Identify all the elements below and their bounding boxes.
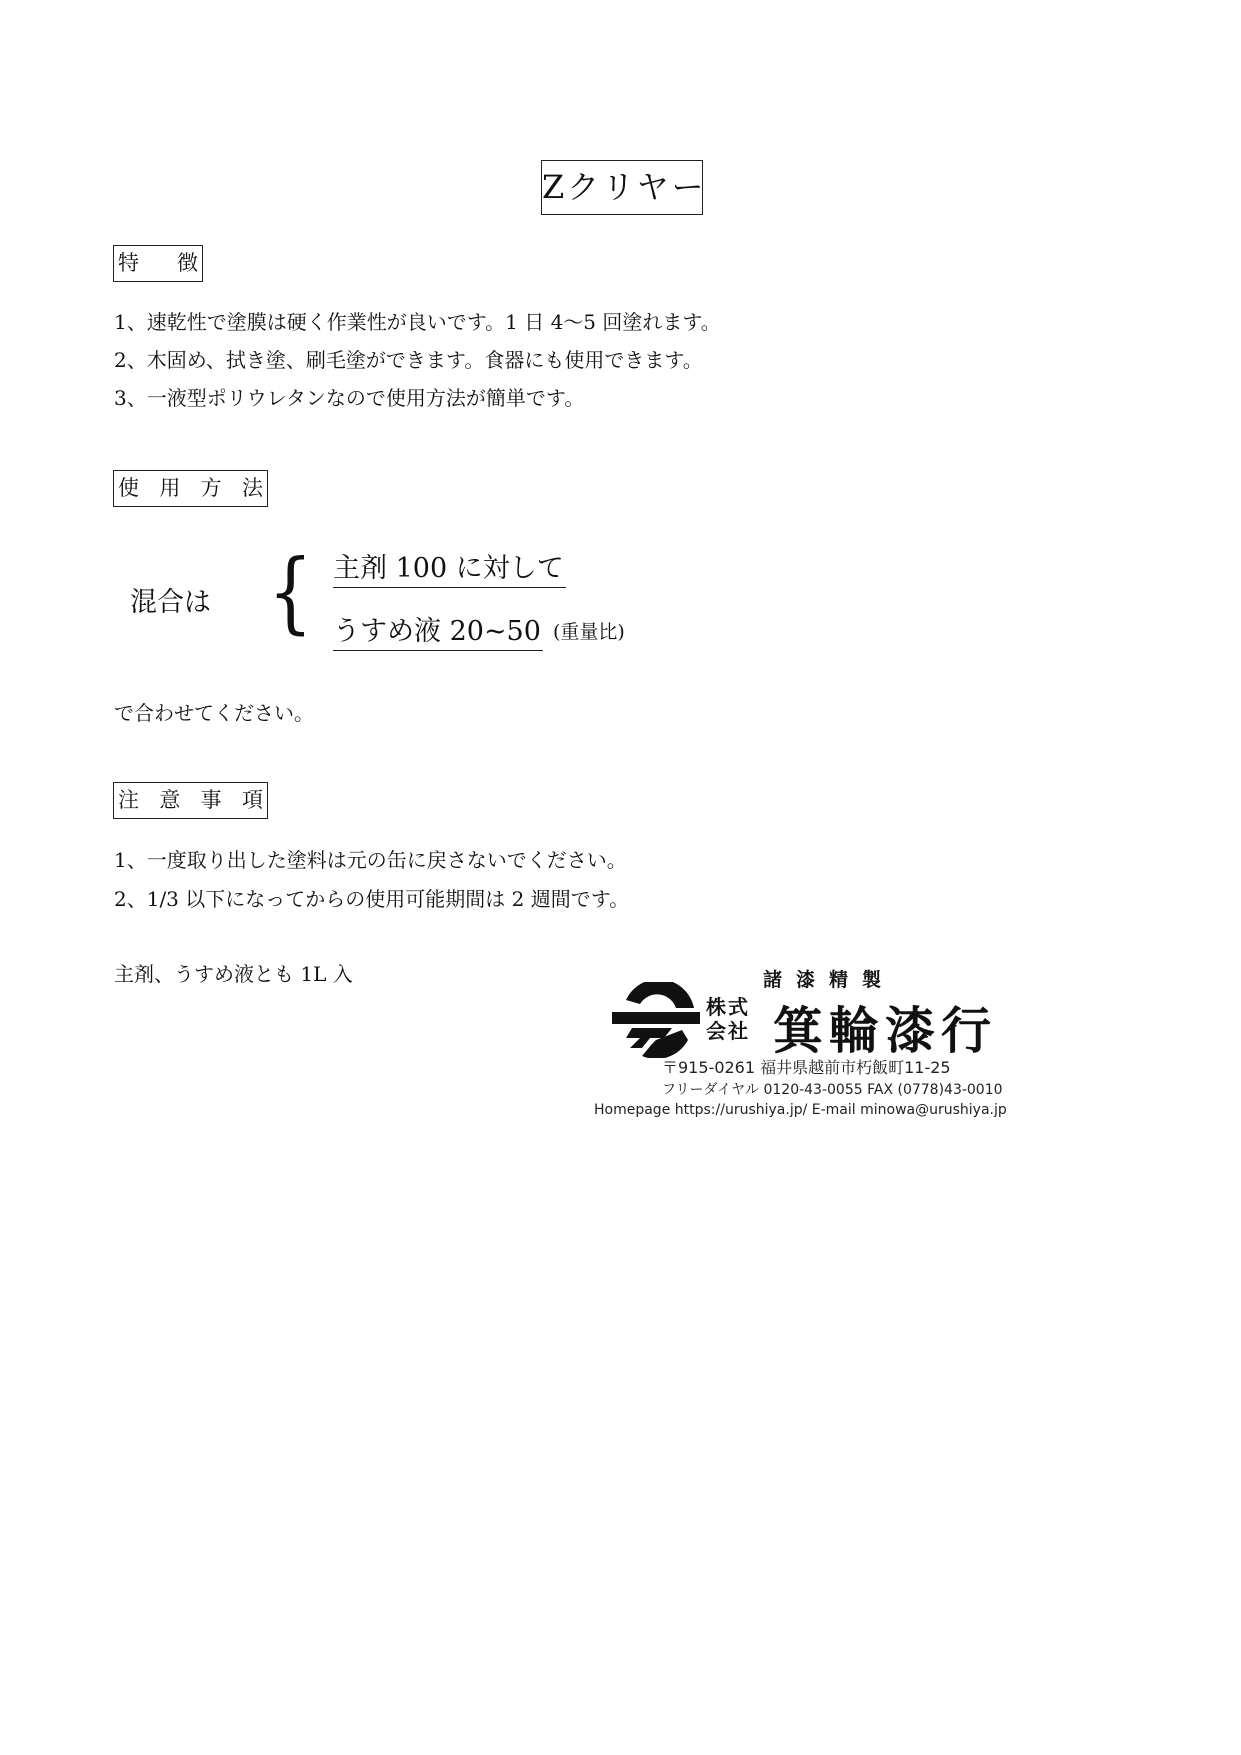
company-type-line: 会社 xyxy=(706,1019,750,1043)
mix-closing-text: で合わせてください。 xyxy=(114,701,314,725)
cautions-heading xyxy=(113,782,268,819)
mix-thinner-line: うすめ液 20~50 xyxy=(333,609,543,651)
company-address: 〒915-0261 福井県越前市朽飯町11-25 xyxy=(662,1058,951,1077)
cautions-heading-char: 事 xyxy=(200,788,222,812)
mix-main-agent-line: 主剤 100 に対して xyxy=(333,546,566,588)
features-item: 2、木固め、拭き塗、刷毛塗ができます。食器にも使用できます。 xyxy=(114,348,703,372)
company-tagline: 諸漆精製 xyxy=(763,969,896,991)
usage-heading-char: 方 xyxy=(200,476,222,500)
cautions-heading-char: 意 xyxy=(159,788,181,812)
mix-label: 混合は xyxy=(130,587,211,618)
brace-symbol: { xyxy=(268,540,313,643)
cautions-item: 2、1/3 以下になってからの使用可能期間は 2 週間です。 xyxy=(114,887,630,911)
usage-heading-char: 用 xyxy=(159,476,181,500)
company-type-line: 株式 xyxy=(706,995,750,1019)
usage-heading-char: 使 xyxy=(118,476,139,500)
weight-ratio-note: (重量比) xyxy=(553,621,625,643)
features-heading-char: 徴 xyxy=(177,251,198,275)
features-heading xyxy=(113,245,203,282)
company-logo-icon xyxy=(612,982,700,1058)
company-type-label xyxy=(706,995,750,1043)
features-heading-char: 特 xyxy=(118,251,139,275)
usage-heading xyxy=(113,470,268,507)
cautions-item: 1、一度取り出した塗料は元の缶に戻さないでください。 xyxy=(114,848,627,872)
usage-heading-char: 法 xyxy=(241,476,263,500)
company-phone-fax: フリーダイヤル 0120-43-0055 FAX (0778)43-0010 xyxy=(662,1082,1003,1098)
features-item: 1、速乾性で塗膜は硬く作業性が良いです。1 日 4〜5 回塗れます。 xyxy=(114,310,721,334)
company-name: 箕輪漆行 xyxy=(773,1002,997,1060)
package-note: 主剤、うすめ液とも 1L 入 xyxy=(114,962,353,986)
cautions-heading-char: 項 xyxy=(241,788,263,812)
features-item: 3、一液型ポリウレタンなので使用方法が簡単です。 xyxy=(114,386,585,410)
page-title: Zクリヤー xyxy=(541,160,703,215)
company-web-email: Homepage https://urushiya.jp/ E-mail minowa@urushiya.jp xyxy=(594,1102,1007,1118)
cautions-heading-char: 注 xyxy=(118,788,139,812)
